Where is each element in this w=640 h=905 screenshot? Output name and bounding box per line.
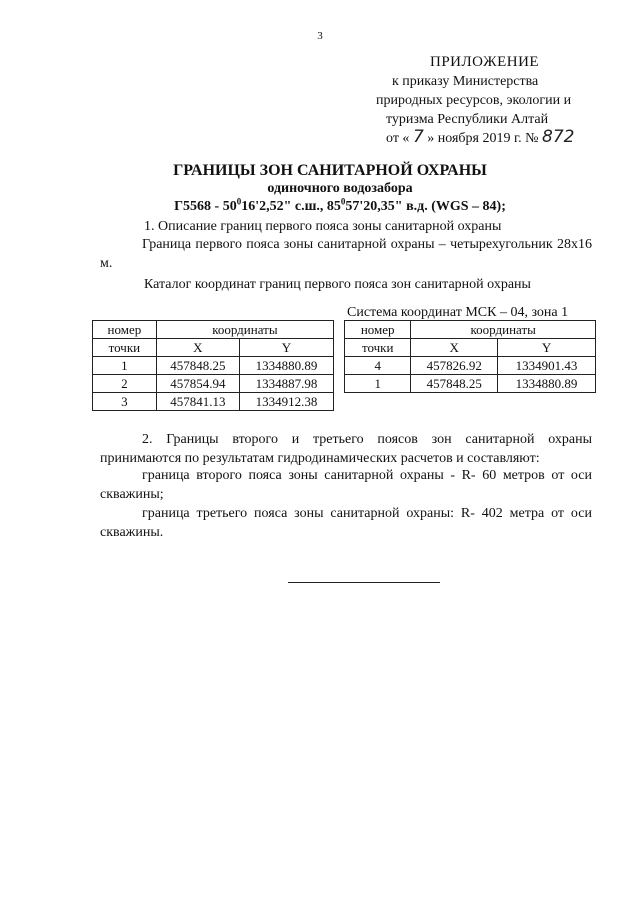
table-row xyxy=(93,375,334,393)
handwritten-order-number: 872 xyxy=(542,127,575,147)
cell-y: 1334912.38 xyxy=(239,393,333,411)
table-row xyxy=(93,393,334,411)
well-id-lat-deg: Г5568 - 50 xyxy=(174,199,237,214)
lat-rest: 16'2,52" с.ш., 85 xyxy=(241,199,341,214)
table-row xyxy=(345,375,596,393)
date-middle: » ноября 2019 г. № xyxy=(427,131,539,146)
cell-point: 4 xyxy=(345,357,411,375)
coordinates-table-right xyxy=(344,320,596,393)
section2-paragraph-3: граница третьего пояса зоны санитарной охраны: R- 402 метра от оси скважины. xyxy=(100,506,592,540)
header-y: Y xyxy=(498,339,596,357)
handwritten-day: 7 xyxy=(412,127,424,147)
appendix-date-line xyxy=(386,127,574,149)
cell-point: 1 xyxy=(93,357,157,375)
cell-y: 1334901.43 xyxy=(498,357,596,375)
coordinates-table-left xyxy=(92,320,334,411)
well-coordinates xyxy=(30,196,640,215)
header-point-line1: номер xyxy=(345,321,411,339)
header-point-line2: точки xyxy=(93,339,157,357)
cell-x: 457841.13 xyxy=(156,393,239,411)
header-x: X xyxy=(411,339,498,357)
catalog-title: Каталог координат границ первого пояса зон санитарной охраны xyxy=(144,277,531,292)
appendix-title: ПРИЛОЖЕНИЕ xyxy=(430,54,540,70)
cell-x: 457848.25 xyxy=(156,357,239,375)
cell-x: 457848.25 xyxy=(411,375,498,393)
appendix-line-3: туризма Республики Алтай xyxy=(386,112,549,127)
document-subtitle: одиночного водозабора xyxy=(267,181,413,196)
cell-point: 2 xyxy=(93,375,157,393)
header-point-line2: точки xyxy=(345,339,411,357)
lon-rest: 57'20,35" в.д. (WGS – 84); xyxy=(345,199,506,214)
bottom-divider xyxy=(288,582,440,583)
document-title: ГРАНИЦЫ ЗОН САНИТАРНОЙ ОХРАНЫ xyxy=(173,162,487,179)
cell-point: 3 xyxy=(93,393,157,411)
cell-y: 1334887.98 xyxy=(239,375,333,393)
date-prefix: от « xyxy=(386,131,410,146)
header-coordinates: координаты xyxy=(411,321,596,339)
cell-point: 1 xyxy=(345,375,411,393)
cell-y: 1334880.89 xyxy=(498,375,596,393)
header-point-line1: номер xyxy=(93,321,157,339)
header-y: Y xyxy=(239,339,333,357)
page-number: 3 xyxy=(317,30,323,42)
header-x: X xyxy=(156,339,239,357)
section1-heading: 1. Описание границ первого пояса зоны санитарной охраны xyxy=(144,219,502,234)
section2-paragraph-2: граница второго пояса зоны санитарной охраны - R- 60 метров от оси скважины; xyxy=(100,468,592,502)
degree-mark: 0 xyxy=(340,196,346,207)
cell-y: 1334880.89 xyxy=(239,357,333,375)
cell-x: 457826.92 xyxy=(411,357,498,375)
section2-paragraph-1: 2. Границы второго и третьего поясов зон санитарной охраны принимаются по результатам гидродинамических расчетов и составляют: xyxy=(100,432,592,466)
cell-x: 457854.94 xyxy=(156,375,239,393)
coordinate-system-label: Система координат МСК – 04, зона 1 xyxy=(347,305,569,320)
section1-text: Граница первого пояса зоны санитарной охраны – четырехугольник 28х16 м. xyxy=(100,237,592,271)
table-row xyxy=(345,357,596,375)
table-row xyxy=(93,357,334,375)
header-coordinates: координаты xyxy=(156,321,333,339)
degree-mark: 0 xyxy=(236,196,242,207)
appendix-line-2: природных ресурсов, экологии и xyxy=(376,93,572,108)
appendix-line-1: к приказу Министерства xyxy=(392,74,539,89)
